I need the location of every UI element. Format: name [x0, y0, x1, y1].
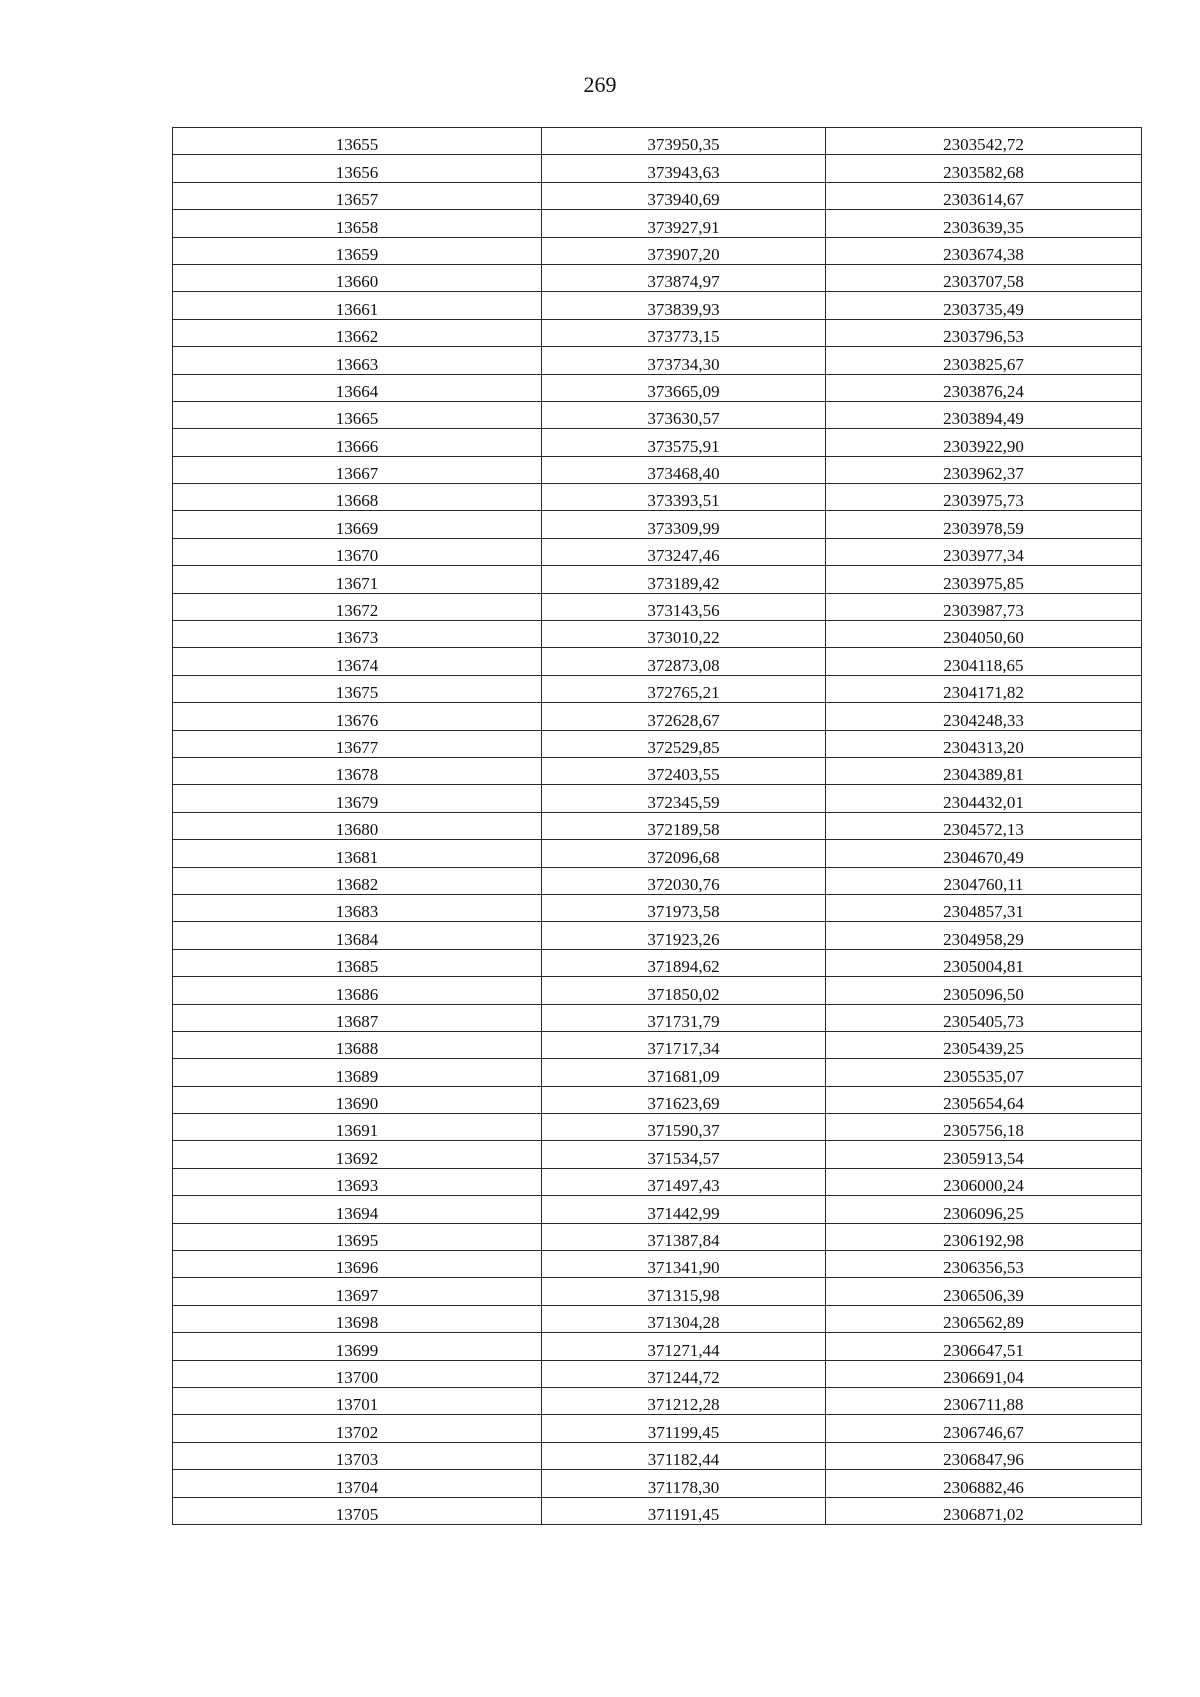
table-row	[173, 894, 1142, 921]
y-coordinate-cell: 2303962,37	[826, 456, 1142, 483]
x-coordinate-cell: 373839,93	[542, 292, 826, 319]
x-coordinate-cell: 373247,46	[542, 538, 826, 565]
x-coordinate-cell: 373943,63	[542, 155, 826, 182]
table-row	[173, 703, 1142, 730]
table-row	[173, 1470, 1142, 1497]
y-coordinate-cell: 2304389,81	[826, 757, 1142, 784]
y-coordinate-cell: 2304118,65	[826, 648, 1142, 675]
point-number-cell: 13669	[173, 511, 542, 538]
x-coordinate-cell: 371717,34	[542, 1031, 826, 1058]
x-coordinate-cell: 371341,90	[542, 1251, 826, 1278]
point-number-cell: 13685	[173, 949, 542, 976]
y-coordinate-cell: 2303876,24	[826, 374, 1142, 401]
table-row	[173, 977, 1142, 1004]
point-number-cell: 13698	[173, 1305, 542, 1332]
x-coordinate-cell: 371178,30	[542, 1470, 826, 1497]
x-coordinate-cell: 373665,09	[542, 374, 826, 401]
table-row	[173, 484, 1142, 511]
x-coordinate-cell: 372529,85	[542, 730, 826, 757]
table-row	[173, 621, 1142, 648]
x-coordinate-cell: 372403,55	[542, 757, 826, 784]
point-number-cell: 13682	[173, 867, 542, 894]
x-coordinate-cell: 371923,26	[542, 922, 826, 949]
table-row	[173, 1333, 1142, 1360]
y-coordinate-cell: 2306746,67	[826, 1415, 1142, 1442]
x-coordinate-cell: 373468,40	[542, 456, 826, 483]
point-number-cell: 13676	[173, 703, 542, 730]
point-number-cell: 13700	[173, 1360, 542, 1387]
table-row	[173, 1059, 1142, 1086]
table-row	[173, 155, 1142, 182]
table-row	[173, 347, 1142, 374]
table-row	[173, 1196, 1142, 1223]
table-row	[173, 757, 1142, 784]
y-coordinate-cell: 2303614,67	[826, 182, 1142, 209]
y-coordinate-cell: 2303825,67	[826, 347, 1142, 374]
y-coordinate-cell: 2305535,07	[826, 1059, 1142, 1086]
y-coordinate-cell: 2304171,82	[826, 675, 1142, 702]
y-coordinate-cell: 2303639,35	[826, 210, 1142, 237]
y-coordinate-cell: 2303735,49	[826, 292, 1142, 319]
table-row	[173, 1086, 1142, 1113]
table-row	[173, 922, 1142, 949]
point-number-cell: 13670	[173, 538, 542, 565]
point-number-cell: 13702	[173, 1415, 542, 1442]
table-row	[173, 785, 1142, 812]
x-coordinate-cell: 372345,59	[542, 785, 826, 812]
table-row	[173, 1497, 1142, 1524]
table-row	[173, 374, 1142, 401]
x-coordinate-cell: 372096,68	[542, 840, 826, 867]
table-row	[173, 237, 1142, 264]
x-coordinate-cell: 371590,37	[542, 1114, 826, 1141]
y-coordinate-cell: 2303894,49	[826, 401, 1142, 428]
point-number-cell: 13680	[173, 812, 542, 839]
y-coordinate-cell: 2306562,89	[826, 1305, 1142, 1332]
point-number-cell: 13705	[173, 1497, 542, 1524]
point-number-cell: 13690	[173, 1086, 542, 1113]
coordinates-table-body	[173, 128, 1142, 1525]
table-row	[173, 1387, 1142, 1414]
table-row	[173, 1442, 1142, 1469]
y-coordinate-cell: 2303796,53	[826, 319, 1142, 346]
point-number-cell: 13688	[173, 1031, 542, 1058]
point-number-cell: 13679	[173, 785, 542, 812]
point-number-cell: 13699	[173, 1333, 542, 1360]
table-row	[173, 1360, 1142, 1387]
table-row	[173, 1168, 1142, 1195]
x-coordinate-cell: 371534,57	[542, 1141, 826, 1168]
point-number-cell: 13662	[173, 319, 542, 346]
x-coordinate-cell: 373630,57	[542, 401, 826, 428]
y-coordinate-cell: 2305654,64	[826, 1086, 1142, 1113]
y-coordinate-cell: 2306871,02	[826, 1497, 1142, 1524]
point-number-cell: 13693	[173, 1168, 542, 1195]
x-coordinate-cell: 371894,62	[542, 949, 826, 976]
y-coordinate-cell: 2306882,46	[826, 1470, 1142, 1497]
x-coordinate-cell: 372628,67	[542, 703, 826, 730]
x-coordinate-cell: 372765,21	[542, 675, 826, 702]
table-row	[173, 182, 1142, 209]
point-number-cell: 13666	[173, 429, 542, 456]
table-row	[173, 812, 1142, 839]
point-number-cell: 13668	[173, 484, 542, 511]
y-coordinate-cell: 2304857,31	[826, 894, 1142, 921]
y-coordinate-cell: 2304958,29	[826, 922, 1142, 949]
x-coordinate-cell: 371212,28	[542, 1387, 826, 1414]
table-row	[173, 675, 1142, 702]
y-coordinate-cell: 2306691,04	[826, 1360, 1142, 1387]
point-number-cell: 13691	[173, 1114, 542, 1141]
table-row	[173, 648, 1142, 675]
x-coordinate-cell: 372189,58	[542, 812, 826, 839]
table-row	[173, 210, 1142, 237]
table-row	[173, 1141, 1142, 1168]
y-coordinate-cell: 2304432,01	[826, 785, 1142, 812]
table-row	[173, 949, 1142, 976]
table-row	[173, 1031, 1142, 1058]
table-row	[173, 401, 1142, 428]
x-coordinate-cell: 371731,79	[542, 1004, 826, 1031]
y-coordinate-cell: 2304050,60	[826, 621, 1142, 648]
x-coordinate-cell: 373734,30	[542, 347, 826, 374]
point-number-cell: 13663	[173, 347, 542, 374]
y-coordinate-cell: 2305913,54	[826, 1141, 1142, 1168]
table-row	[173, 319, 1142, 346]
point-number-cell: 13656	[173, 155, 542, 182]
point-number-cell: 13703	[173, 1442, 542, 1469]
x-coordinate-cell: 373309,99	[542, 511, 826, 538]
y-coordinate-cell: 2303674,38	[826, 237, 1142, 264]
y-coordinate-cell: 2306647,51	[826, 1333, 1142, 1360]
table-row	[173, 1251, 1142, 1278]
y-coordinate-cell: 2304572,13	[826, 812, 1142, 839]
x-coordinate-cell: 371623,69	[542, 1086, 826, 1113]
y-coordinate-cell: 2303977,34	[826, 538, 1142, 565]
table-row	[173, 456, 1142, 483]
point-number-cell: 13661	[173, 292, 542, 319]
point-number-cell: 13681	[173, 840, 542, 867]
y-coordinate-cell: 2303975,73	[826, 484, 1142, 511]
y-coordinate-cell: 2306847,96	[826, 1442, 1142, 1469]
point-number-cell: 13697	[173, 1278, 542, 1305]
point-number-cell: 13658	[173, 210, 542, 237]
point-number-cell: 13692	[173, 1141, 542, 1168]
y-coordinate-cell: 2304248,33	[826, 703, 1142, 730]
point-number-cell: 13674	[173, 648, 542, 675]
x-coordinate-cell: 373773,15	[542, 319, 826, 346]
x-coordinate-cell: 371315,98	[542, 1278, 826, 1305]
y-coordinate-cell: 2306000,24	[826, 1168, 1142, 1195]
x-coordinate-cell: 371442,99	[542, 1196, 826, 1223]
x-coordinate-cell: 371304,28	[542, 1305, 826, 1332]
table-row	[173, 128, 1142, 155]
point-number-cell: 13694	[173, 1196, 542, 1223]
point-number-cell: 13655	[173, 128, 542, 155]
table-row	[173, 1278, 1142, 1305]
y-coordinate-cell: 2306192,98	[826, 1223, 1142, 1250]
y-coordinate-cell: 2303707,58	[826, 264, 1142, 291]
y-coordinate-cell: 2303582,68	[826, 155, 1142, 182]
y-coordinate-cell: 2306096,25	[826, 1196, 1142, 1223]
table-row	[173, 1004, 1142, 1031]
table-row	[173, 1305, 1142, 1332]
y-coordinate-cell: 2305439,25	[826, 1031, 1142, 1058]
point-number-cell: 13673	[173, 621, 542, 648]
x-coordinate-cell: 373927,91	[542, 210, 826, 237]
point-number-cell: 13675	[173, 675, 542, 702]
table-row	[173, 730, 1142, 757]
point-number-cell: 13695	[173, 1223, 542, 1250]
point-number-cell: 13660	[173, 264, 542, 291]
x-coordinate-cell: 371681,09	[542, 1059, 826, 1086]
x-coordinate-cell: 373874,97	[542, 264, 826, 291]
x-coordinate-cell: 373950,35	[542, 128, 826, 155]
point-number-cell: 13677	[173, 730, 542, 757]
table-row	[173, 566, 1142, 593]
x-coordinate-cell: 371497,43	[542, 1168, 826, 1195]
y-coordinate-cell: 2303922,90	[826, 429, 1142, 456]
y-coordinate-cell: 2305405,73	[826, 1004, 1142, 1031]
x-coordinate-cell: 373189,42	[542, 566, 826, 593]
x-coordinate-cell: 373940,69	[542, 182, 826, 209]
y-coordinate-cell: 2306356,53	[826, 1251, 1142, 1278]
table-row	[173, 1114, 1142, 1141]
y-coordinate-cell: 2303978,59	[826, 511, 1142, 538]
point-number-cell: 13671	[173, 566, 542, 593]
point-number-cell: 13696	[173, 1251, 542, 1278]
table-row	[173, 1223, 1142, 1250]
point-number-cell: 13664	[173, 374, 542, 401]
x-coordinate-cell: 371387,84	[542, 1223, 826, 1250]
x-coordinate-cell: 372030,76	[542, 867, 826, 894]
point-number-cell: 13665	[173, 401, 542, 428]
table-row	[173, 840, 1142, 867]
point-number-cell: 13657	[173, 182, 542, 209]
page-number: 269	[583, 72, 617, 97]
x-coordinate-cell: 371182,44	[542, 1442, 826, 1469]
x-coordinate-cell: 371850,02	[542, 977, 826, 1004]
y-coordinate-cell: 2305756,18	[826, 1114, 1142, 1141]
point-number-cell: 13684	[173, 922, 542, 949]
point-number-cell: 13672	[173, 593, 542, 620]
x-coordinate-cell: 371244,72	[542, 1360, 826, 1387]
x-coordinate-cell: 373907,20	[542, 237, 826, 264]
y-coordinate-cell: 2306711,88	[826, 1387, 1142, 1414]
table-row	[173, 593, 1142, 620]
point-number-cell: 13704	[173, 1470, 542, 1497]
y-coordinate-cell: 2304313,20	[826, 730, 1142, 757]
y-coordinate-cell: 2303975,85	[826, 566, 1142, 593]
coordinates-table	[172, 127, 1142, 1525]
y-coordinate-cell: 2304670,49	[826, 840, 1142, 867]
x-coordinate-cell: 373010,22	[542, 621, 826, 648]
point-number-cell: 13659	[173, 237, 542, 264]
y-coordinate-cell: 2304760,11	[826, 867, 1142, 894]
point-number-cell: 13686	[173, 977, 542, 1004]
table-row	[173, 511, 1142, 538]
table-row	[173, 1415, 1142, 1442]
x-coordinate-cell: 371973,58	[542, 894, 826, 921]
y-coordinate-cell: 2303542,72	[826, 128, 1142, 155]
point-number-cell: 13678	[173, 757, 542, 784]
point-number-cell: 13667	[173, 456, 542, 483]
table-row	[173, 292, 1142, 319]
point-number-cell: 13683	[173, 894, 542, 921]
y-coordinate-cell: 2305004,81	[826, 949, 1142, 976]
point-number-cell: 13689	[173, 1059, 542, 1086]
x-coordinate-cell: 371271,44	[542, 1333, 826, 1360]
y-coordinate-cell: 2305096,50	[826, 977, 1142, 1004]
table-row	[173, 867, 1142, 894]
y-coordinate-cell: 2303987,73	[826, 593, 1142, 620]
x-coordinate-cell: 371199,45	[542, 1415, 826, 1442]
point-number-cell: 13701	[173, 1387, 542, 1414]
y-coordinate-cell: 2306506,39	[826, 1278, 1142, 1305]
table-row	[173, 264, 1142, 291]
x-coordinate-cell: 373393,51	[542, 484, 826, 511]
x-coordinate-cell: 373143,56	[542, 593, 826, 620]
x-coordinate-cell: 371191,45	[542, 1497, 826, 1524]
table-row	[173, 429, 1142, 456]
x-coordinate-cell: 372873,08	[542, 648, 826, 675]
point-number-cell: 13687	[173, 1004, 542, 1031]
x-coordinate-cell: 373575,91	[542, 429, 826, 456]
table-row	[173, 538, 1142, 565]
